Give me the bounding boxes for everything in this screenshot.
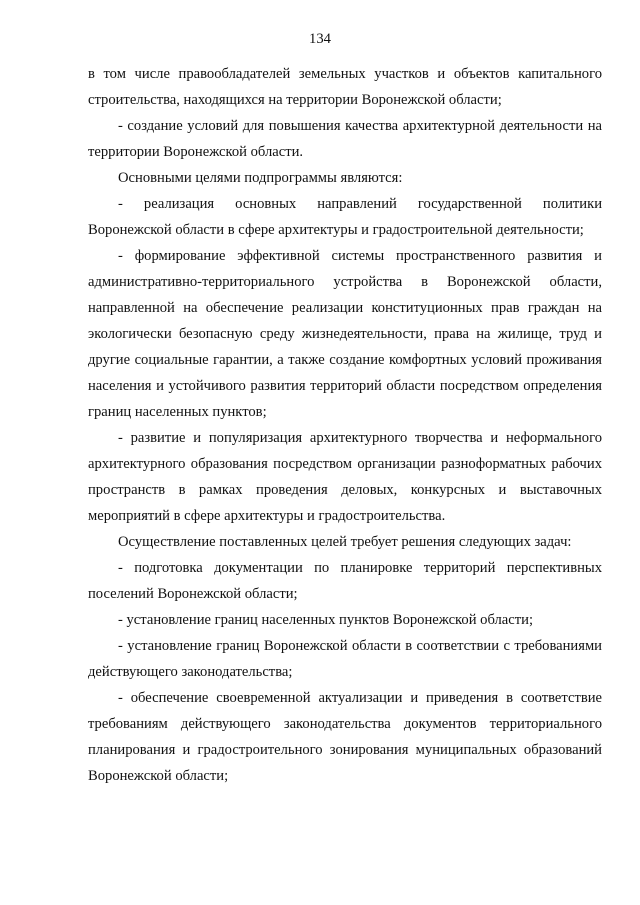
paragraph-list-item: - развитие и популяризация архитектурного творчества и неформального архитектурного образования посредством организации разноформатных рабочих пространств в рамках проведения деловых, конкурсных и выставочных мероприятий в сфере архитектуры и градостроительства.	[88, 430, 602, 524]
page-number: 134	[309, 31, 331, 47]
paragraph-list-item: - создание условий для повышения качества архитектурной деятельности на территории Воронежской области.	[88, 118, 602, 160]
paragraph-goals-heading: Основными целями подпрограммы являются:	[118, 170, 403, 186]
paragraph-list-item: - установление границ Воронежской области в соответствии с требованиями действующего законодательства;	[88, 638, 602, 680]
paragraph-list-item: - подготовка документации по планировке территорий перспективных поселений Воронежской области;	[88, 560, 602, 602]
paragraph-list-item: - формирование эффективной системы пространственного развития и административно-территориального устройства в Воронежской области, направленной на обеспечение реализации конституционных прав граждан на экологически безопасную среду жизнедеятельности, права на жилище, труд и другие социальные гарантии, а также создание комфортных условий проживания населения и устойчивого развития территорий области посредством определения границ населенных пунктов;	[88, 248, 602, 420]
paragraph-list-item: - обеспечение своевременной актуализации и приведения в соответствие требованиям действующего законодательства документов территориального планирования и градостроительного зонирования муниципальных образований Воронежской области;	[88, 690, 602, 784]
paragraph-list-item: - реализация основных направлений государственной политики Воронежской области в сфере архитектуры и градостроительной деятельности;	[88, 196, 602, 238]
paragraph-list-item: - установление границ населенных пунктов Воронежской области;	[118, 612, 534, 628]
paragraph-tasks-heading: Осуществление поставленных целей требует решения следующих задач:	[118, 534, 572, 550]
body-text	[88, 61, 602, 789]
paragraph-continuation: в том числе правообладателей земельных участков и объектов капитального строительства, находящихся на территории Воронежской области;	[88, 66, 602, 108]
